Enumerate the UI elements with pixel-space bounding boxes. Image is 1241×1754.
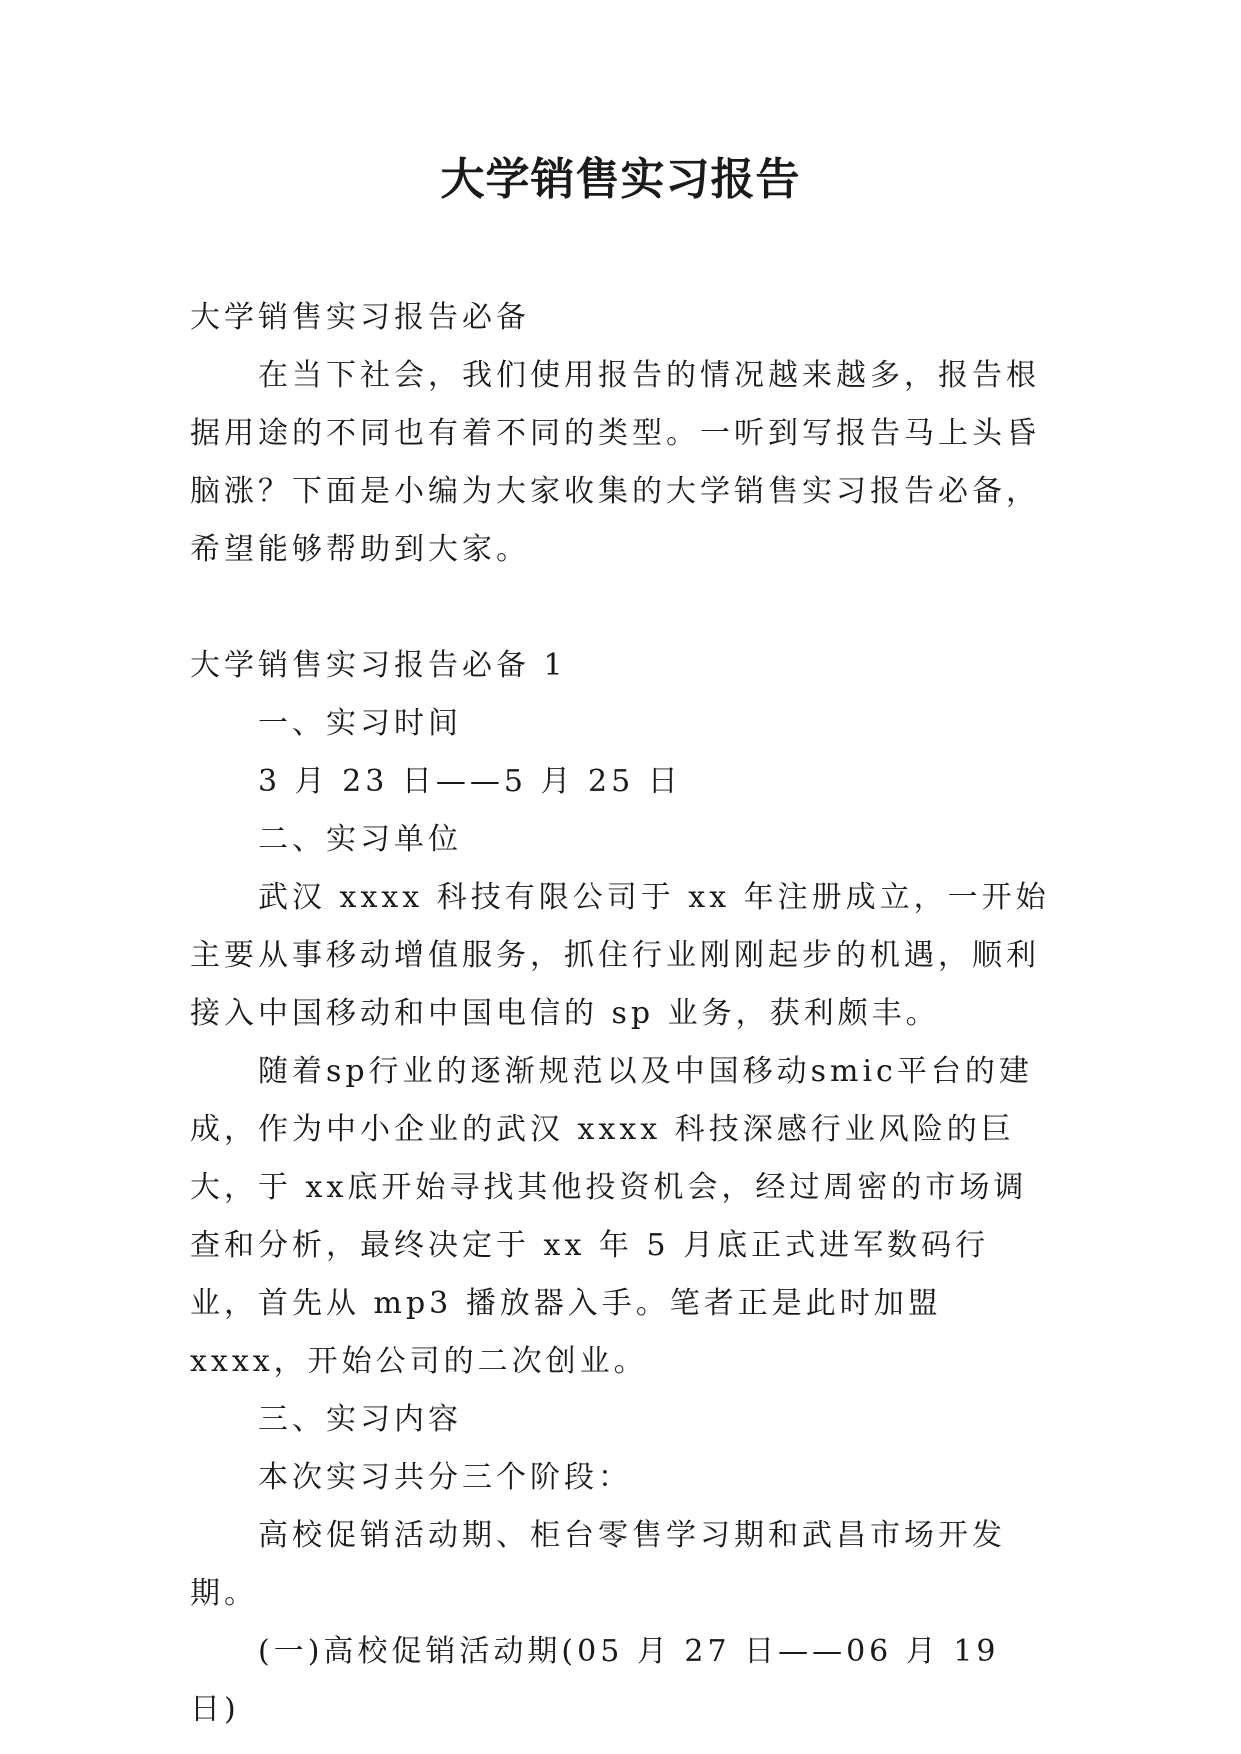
paragraph: 本次实习共分三个阶段： [258, 1460, 632, 1495]
paragraph: 3 月 23 日——5 月 25 日 [258, 764, 682, 799]
paragraph: 随着sp行业的逐渐规范以及中国移动smic平台的建成，作为中小企业的武汉 xxxx 科技深感行业风险的巨大，于 xx底开始寻找其他投资机会，经过周密的市场调查和分析，最终决定于 xx 年 5 月底正式进军数码行业，首先从 mp3 播放器入手。笔者正是此时加盟 xxxx，开始公司的二次创业。 [190, 1054, 1033, 1379]
subsection-heading: 一、实习时间 [258, 706, 462, 741]
subsection-heading: 三、实习内容 [258, 1402, 462, 1437]
paragraph: 高校促销活动期、柜台零售学习期和武昌市场开发期。 [190, 1518, 1006, 1611]
document-body [190, 289, 1050, 1739]
intro-paragraph: 在当下社会，我们使用报告的情况越来越多，报告根据用途的不同也有着不同的类型。一听到写报告马上头昏脑涨？下面是小编为大家收集的大学销售实习报告必备，希望能够帮助到大家。 [190, 358, 1040, 567]
section-heading: 大学销售实习报告必备 1 [190, 648, 567, 683]
paragraph: (一)高校促销活动期(05 月 27 日——06 月 19 日) [190, 1634, 1000, 1727]
document-title: 大学销售实习报告 [440, 154, 801, 205]
blank-line [190, 579, 1050, 637]
subsection-heading: 二、实习单位 [258, 822, 462, 857]
section-heading: 大学销售实习报告必备 [190, 300, 530, 335]
paragraph: 武汉 xxxx 科技有限公司于 xx 年注册成立，一开始主要从事移动增值服务，抓住行业刚刚起步的机遇，顺利接入中国移动和中国电信的 sp 业务，获利颇丰。 [190, 880, 1050, 1031]
